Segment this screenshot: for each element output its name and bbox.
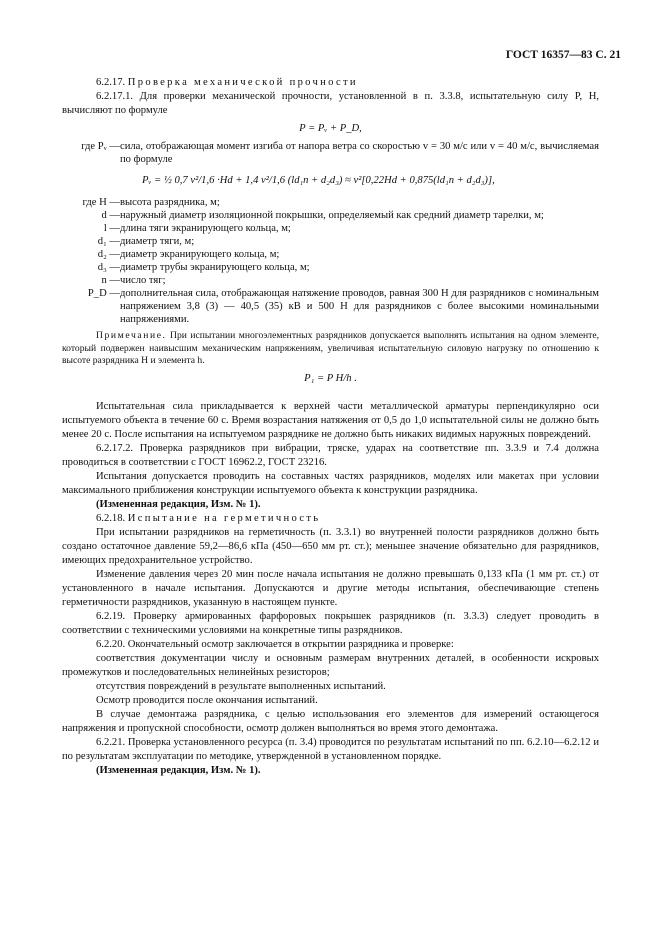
definition-symbol: P_D —	[87, 288, 120, 299]
document-body	[62, 76, 599, 778]
definition-row	[62, 274, 599, 287]
definition-row	[62, 209, 599, 222]
definition-symbol: d —	[101, 210, 120, 221]
definition-text: наружный диаметр изоляционной покрышки, определяемый как средний диаметр тарелки, м;	[120, 210, 544, 221]
section-number: 6.2.17.	[96, 77, 126, 88]
paragraph: соответствия документации числу и основным размерам внутренних деталей, в особенности искровых промежутков и последовательных нелинейных резисторов;	[62, 652, 599, 678]
definition-pv	[62, 140, 599, 166]
formula-pv: Pᵥ = ½ 0,7 v²/1,6 ·Hd + 1,4 v²/1,6 (ld₁n + d₂d₃) ≈ v²[0,22Hd + 0,875(ld₁n + d₂d₃)],	[142, 175, 495, 186]
paragraph: Испытательная сила прикладывается к верхней части металлической арматуры перпендикулярно оси испытуемого объекта в течение 60 с. Время возрастания натяжения от 0,5 до 1,0 испытательной силы не должно быть менее 20 с. После испытания на испытуемом разряднике не должно быть никаких видимых наружных повреждений.	[62, 400, 599, 440]
definition-row	[62, 287, 599, 326]
section-heading-6-2-18	[62, 512, 599, 526]
definition-text: длина тяги экранирующего кольца, м;	[120, 223, 291, 234]
paragraph: 6.2.17.1. Для проверки механической прочности, установленной в п. 3.3.8, испытательную силу P, Н, вычисляют по формуле	[62, 91, 599, 116]
definition-symbol: где Pᵥ —	[81, 141, 120, 152]
section-title: Испытание на герметичность	[127, 512, 321, 524]
formula-p: P = Pᵥ + P_D,	[299, 123, 362, 134]
paragraph: Осмотр проводится после окончания испытаний.	[96, 694, 318, 706]
paragraph: При испытании разрядников на герметичность (п. 3.3.1) во внутренней полости разрядников должно быть создано остаточное давление 59,2—86,6 кПа (450—650 мм рт. ст.); меньшее значение обязательно для разрядников, имеющих предохранительное устройство.	[62, 526, 599, 566]
definition-symbol: d₁ —	[97, 236, 120, 247]
spacer	[62, 390, 599, 400]
page-header: ГОСТ 16357—83 С. 21	[505, 49, 621, 61]
definition-text: число тяг;	[120, 275, 166, 286]
definition-text: диаметр тяги, м;	[120, 236, 195, 247]
definition-row	[62, 248, 599, 261]
amendment-note: (Измененная редакция, Изм. № 1).	[96, 764, 261, 776]
paragraph: 6.2.17.2. Проверка разрядников при вибрации, тряске, ударах на соответствие пп. 3.3.9 и 7.4 должна проводиться в соответствии с ГОСТ 16962.2, ГОСТ 23216.	[62, 442, 599, 468]
paragraph: Изменение давления через 20 мин после начала испытания не должно превышать 0,133 кПа (1 мм рт. ст.) от установленного в начале испытания. Допускаются и другие методы испытания, обеспечивающие степень герметичности разрядников, указанную в настоящем пункте.	[62, 568, 599, 608]
section-title: Проверка механической прочности	[127, 77, 358, 88]
note-text: При испытании многоэлементных разрядников допускается выполнять испытания на одном элементе, который подвержен наивысшим механическим напряжениям, увеличивая испытательную силовую нагрузку по отношению к высоте разрядника H и элемента h.	[62, 330, 599, 366]
section-number: 6.2.18.	[96, 512, 126, 524]
paragraph: 6.2.21. Проверка установленного ресурса (п. 3.4) проводится по результатам испытаний по пп. 6.2.10—6.2.12 и по результатам эксплуатации по методике, утвержденной в установленном порядке.	[62, 736, 599, 762]
paragraph: В случае демонтажа разрядника, с целью использования его элементов для измерений остающегося напряжения и пропускной способности, осмотр должен выполняться во время этого демонтажа.	[62, 708, 599, 734]
definition-row	[62, 196, 599, 209]
definitions-list	[62, 196, 599, 326]
definition-symbol: l —	[103, 223, 120, 234]
definition-symbol: d₃ —	[97, 262, 120, 273]
section-heading-6-2-17	[62, 76, 599, 90]
paragraph: отсутствия повреждений в результате выполненных испытаний.	[96, 680, 386, 692]
definition-text: диаметр трубы экранирующего кольца, м;	[120, 262, 310, 273]
definition-text: диаметр экранирующего кольца, м;	[120, 249, 280, 260]
formula-p1: P₁ = P H/h .	[304, 372, 357, 384]
note-label: Примечание.	[96, 330, 167, 341]
note	[62, 330, 599, 368]
paragraph: 6.2.20. Окончательный осмотр заключается в открытии разрядника и проверке:	[96, 638, 454, 650]
paragraph: Испытания допускается проводить на составных частях разрядников, моделях или макетах при условии максимального приближения конструкции испытуемого объекта к конструкции разрядника.	[62, 470, 599, 496]
definition-text: сила, отображающая момент изгиба от напора ветра со скоростью v = 30 м/с или v = 40 м/с, вычисляемая по формуле	[120, 141, 599, 165]
definition-symbol: d₂ —	[97, 249, 120, 260]
amendment-note: (Измененная редакция, Изм. № 1).	[96, 498, 261, 510]
definition-row	[62, 222, 599, 235]
definition-text: дополнительная сила, отображающая натяжение проводов, равная 300 Н для разрядников с номинальным напряжением 3,8 (3) — 40,5 (35) кВ и 500 Н для разрядников с более высокими номинальными напряжениями.	[120, 288, 599, 325]
definition-symbol: где H —	[82, 197, 120, 208]
paragraph: 6.2.19. Проверку армированных фарфоровых покрышек разрядников (п. 3.3.3) следует проводить в соответствии с техническими условиями на конкретные типы разрядников.	[62, 610, 599, 636]
definition-symbol: n —	[101, 275, 120, 286]
definition-text: высота разрядника, м;	[120, 197, 220, 208]
definition-row	[62, 261, 599, 274]
definition-row	[62, 235, 599, 248]
